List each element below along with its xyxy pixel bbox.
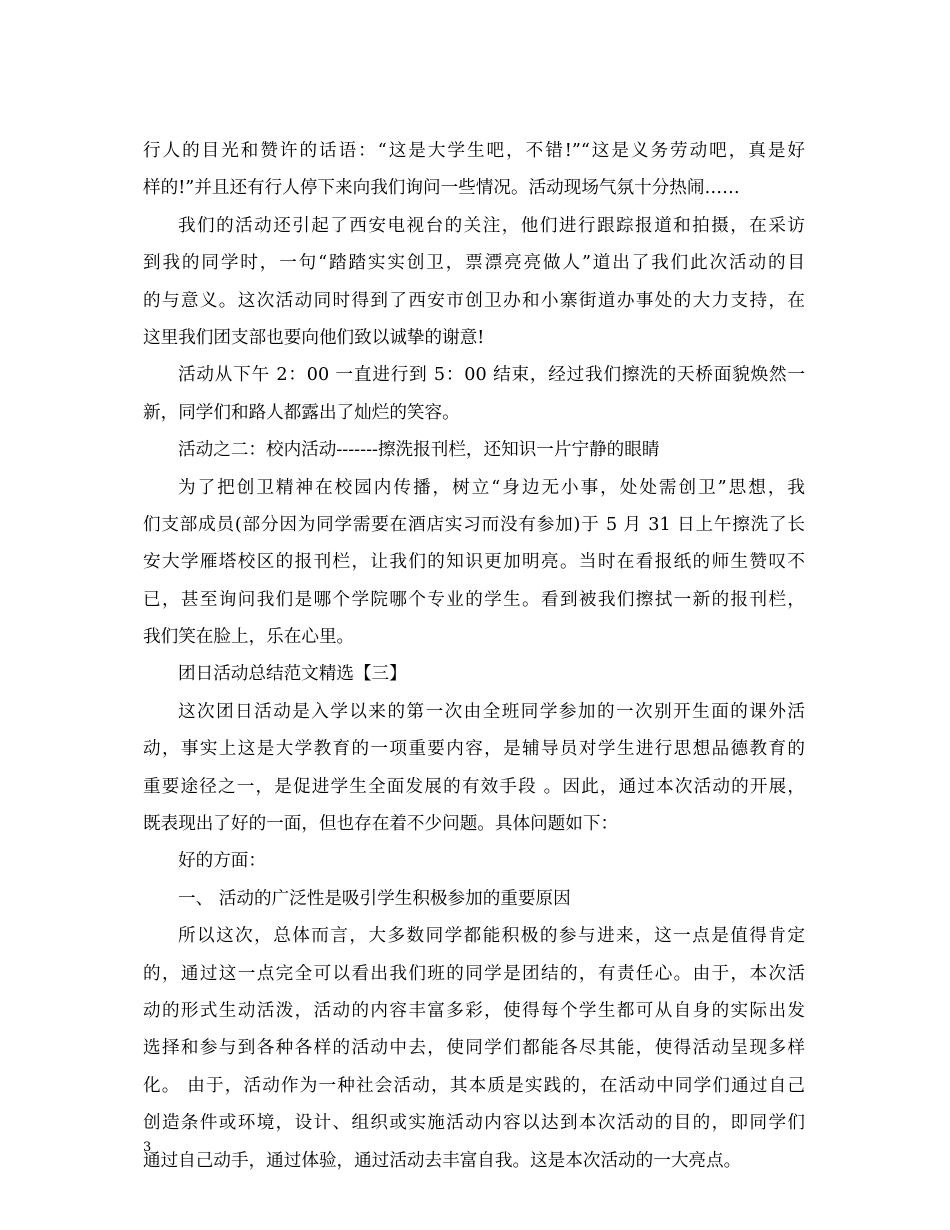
text-line: 已，甚至询问我们是哪个学院哪个专业的学生。看到被我们擦拭一新的报刊栏， [143,589,805,610]
text-line: 样的!”并且还有行人停下来向我们询问一些情况。活动现场气氛十分热闹…… [143,178,740,199]
subheading: 好的方面： [178,851,266,872]
text-line: 通过自己动手，通过体验，通过活动去丰富自我。这是本次活动的一大亮点。 [143,1150,742,1171]
text-line: 的，通过这一点完全可以看出我们班的同学是团结的，有责任心。由于，本次活 [143,963,805,984]
text-line: 化。 由于，活动作为一种社会活动，其本质是实践的，在活动中同学们通过自己 [143,1075,805,1096]
text-line: 活动从下午 2：00 一直进行到 5：00 结束，经过我们擦洗的天桥面貌焕然一 [178,365,805,386]
text-line: 们支部成员(部分因为同学需要在酒店实习而没有参加)于 5 月 31 日上午擦洗了长 [143,514,805,535]
text-line: 动的形式生动活泼，活动的内容丰富多彩，使得每个学生都可从自身的实际出发 [143,1000,805,1021]
subheading: 一、 活动的广泛性是吸引学生积极参加的重要原因 [178,888,571,909]
text-line: 的与意义。这次活动同时得到了西安市创卫办和小寨街道办事处的大力支持，在 [143,290,805,311]
text-line: 我们的活动还引起了西安电视台的关注，他们进行跟踪报道和拍摄，在采访 [178,215,805,236]
text-line: 为了把创卫精神在校园内传播，树立“身边无小事，处处需创卫”思想，我 [178,477,805,498]
text-line: 这次团日活动是入学以来的第一次由全班同学参加的一次别开生面的课外活 [178,701,805,722]
text-line: 既表现出了好的一面，但也存在着不少问题。具体问题如下： [143,814,619,835]
text-line: 所以这次，总体而言，大多数同学都能积极的参与进来，这一点是值得肯定 [178,926,805,947]
text-line: 行人的目光和赞许的话语：“这是大学生吧，不错!”“这是义务劳动吧，真是好 [143,141,805,161]
section-heading: 活动之二：校内活动-------擦洗报刊栏，还知识一片宁静的眼睛 [178,440,660,461]
text-line: 重要途径之一，是促进学生全面发展的有效手段 。因此，通过本次活动的开展， [143,776,805,797]
text-line: 动，事实上这是大学教育的一项重要内容，是辅导员对学生进行思想品德教育的 [143,739,805,760]
text-line: 创造条件或环境，设计、组织或实施活动内容以达到本次活动的目的，即同学们 [143,1113,805,1134]
text-line: 选择和参与到各种各样的活动中去，使同学们都能各尽其能，使得活动呈现多样 [143,1038,805,1059]
section-heading: 团日活动总结范文精选【三】 [178,664,407,685]
document-body [143,140,805,1187]
text-line: 我们笑在脸上，乐在心里。 [143,627,355,648]
page-number: 3 [143,1140,152,1155]
text-line: 到我的同学时，一句“踏踏实实创卫，票漂亮亮做人”道出了我们此次活动的目 [143,253,805,274]
text-line: 这里我们团支部也要向他们致以诚挚的谢意! [143,327,485,348]
text-line: 安大学雁塔校区的报刊栏，让我们的知识更加明亮。当时在看报纸的师生赞叹不 [143,552,805,573]
text-line: 新，同学们和路人都露出了灿烂的笑容。 [143,402,460,423]
